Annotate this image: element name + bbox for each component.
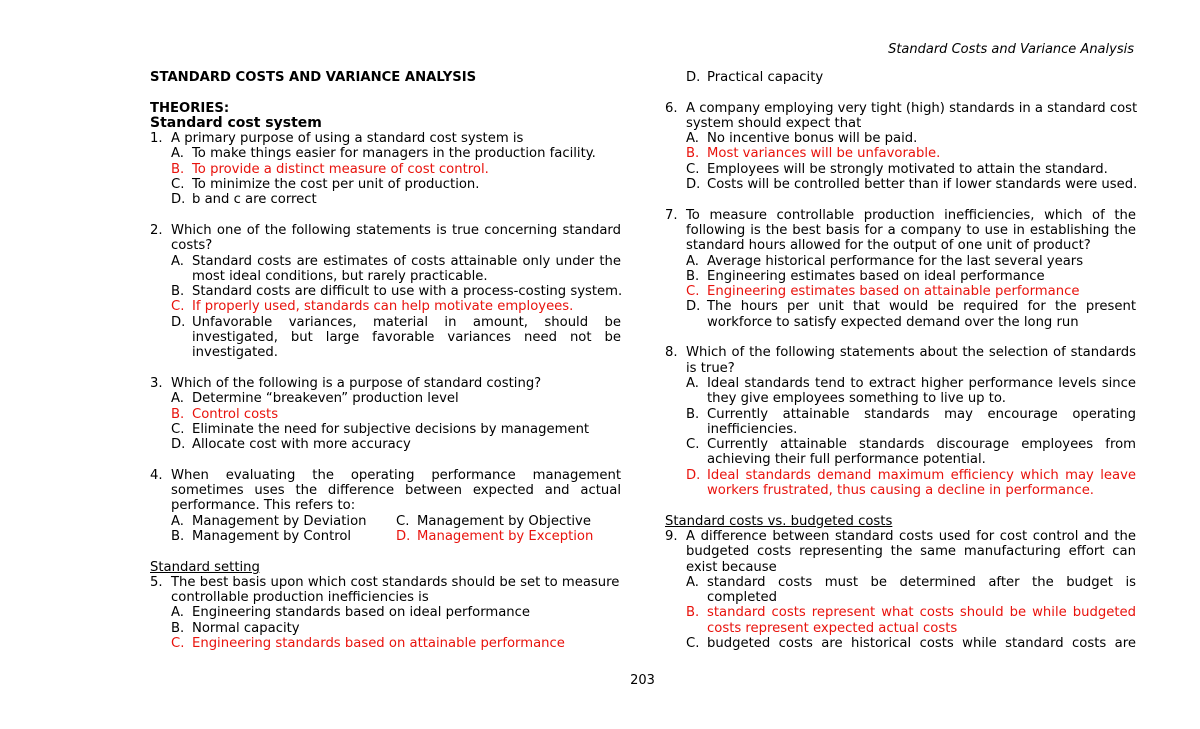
options-row-4ac <box>171 514 621 529</box>
option-2d: D. Unfavorable variances, material in amount, should be investigated, but large favorable variances need not be investigated. <box>171 314 621 361</box>
section-heading-standard-cost-system: Standard cost system <box>150 114 322 131</box>
option-8b: B. Currently attainable standards may encourage operating inefficiencies. <box>686 406 1136 437</box>
option-1d: D. b and c are correct <box>171 192 317 208</box>
section-heading-standard-setting: Standard setting <box>150 559 260 575</box>
option-4b: B. Management by Control <box>171 528 352 544</box>
option-3b-answer: B. Control costs <box>171 406 279 422</box>
running-header: Standard Costs and Variance Analysis <box>888 42 1134 57</box>
options-row-4bd <box>171 529 621 544</box>
option-3a: A. Determine “breakeven” production level <box>171 391 459 407</box>
question-8: 8. Which of the following statements about the selection of standards is true? <box>665 345 1136 376</box>
option-6c: C. Employees will be strongly motivated to attain the standard. <box>686 161 1108 177</box>
option-7d: D. The hours per unit that would be required for the present workforce to satisfy expected demand over the long run <box>686 299 1136 330</box>
option-7b: B. Engineering estimates based on ideal performance <box>686 268 1045 284</box>
option-6a: A. No incentive bonus will be paid. <box>686 131 918 147</box>
option-1b-answer: B. To provide a distinct measure of cost control. <box>171 161 489 177</box>
option-3c: C. Eliminate the need for subjective decisions by management <box>171 421 590 437</box>
option-8c: C. Currently attainable standards discourage employees from achieving their full performance potential. <box>686 437 1136 468</box>
question-text: A primary purpose of using a standard cost system is <box>171 131 524 147</box>
option-4c: C. Management by Objective <box>396 513 591 529</box>
question-7: 7. To measure controllable production inefficiencies, which of the following is the best basis for a company to use in establishing the standard hours allowed for the output of one unit of product? <box>665 207 1136 254</box>
page-number: 203 <box>630 673 655 688</box>
option-2c-answer: C. If properly used, standards can help motivate employees. <box>171 299 574 315</box>
option-5b: B. Normal capacity <box>171 620 300 636</box>
option-5c-answer: C. Engineering standards based on attainable performance <box>171 635 565 651</box>
question-9: 9. A difference between standard costs used for cost control and the budgeted costs representing the same manufacturing effort can exist because <box>665 528 1136 575</box>
option-8a: A. Ideal standards tend to extract higher performance levels since they give employees something to live up to. <box>686 375 1136 407</box>
option-5d: D. Practical capacity <box>686 70 824 85</box>
document-title: STANDARD COSTS AND VARIANCE ANALYSIS <box>150 70 477 85</box>
option-1a: A. To make things easier for managers in the production facility. <box>171 146 596 162</box>
option-6d: D. Costs will be controlled better than if lower standards were used. <box>686 177 1138 193</box>
question-4: 4. When evaluating the operating performance management sometimes uses the difference between expected and actual performance. This refers to: <box>150 467 621 514</box>
section-heading-standard-vs-budgeted: Standard costs vs. budgeted costs <box>665 513 893 529</box>
question-2: 2. Which one of the following statements is true concerning standard costs? <box>150 222 621 254</box>
option-7c-answer: C. Engineering estimates based on attainable performance <box>686 284 1080 300</box>
option-3d: D. Allocate cost with more accuracy <box>171 437 411 453</box>
option-7a: A. Average historical performance for the last several years <box>686 253 1084 269</box>
question-1 <box>150 131 621 146</box>
option-5a: A. Engineering standards based on ideal performance <box>171 605 531 621</box>
option-4a: A. Management by Deviation <box>171 513 367 529</box>
option-9b-answer: B. standard costs represent what costs should be while budgeted costs represent expected actual costs <box>686 605 1136 636</box>
left-column <box>150 70 621 651</box>
option-1c: C. To minimize the cost per unit of production. <box>171 177 480 193</box>
option-8d-answer: D. Ideal standards demand maximum efficiency which may leave workers frustrated, thus causing a decline in performance. <box>686 467 1136 499</box>
theories-heading: THEORIES: <box>150 100 230 116</box>
option-6b-answer: B. Most variances will be unfavorable. <box>686 146 941 162</box>
question-number: 1. <box>150 131 163 147</box>
question-3: 3. Which of the following is a purpose of standard costing? <box>150 375 542 391</box>
question-5: 5. The best basis upon which cost standards should be set to measure controllable production inefficiencies is <box>150 574 620 606</box>
question-6: 6. A company employing very tight (high) standards in a standard cost system should expect that <box>665 100 1138 131</box>
option-2a: A. Standard costs are estimates of costs attainable only under the most ideal conditions, but rarely practicable. <box>171 253 621 284</box>
option-2b: B. Standard costs are difficult to use with a process-costing system. <box>171 284 623 300</box>
option-9a: A. standard costs must be determined after the budget is completed <box>686 574 1136 606</box>
option-9c: C. budgeted costs are historical costs while standard costs are <box>686 635 1136 651</box>
option-4d-answer: D. Management by Exception <box>396 528 594 544</box>
right-column <box>665 70 1136 651</box>
